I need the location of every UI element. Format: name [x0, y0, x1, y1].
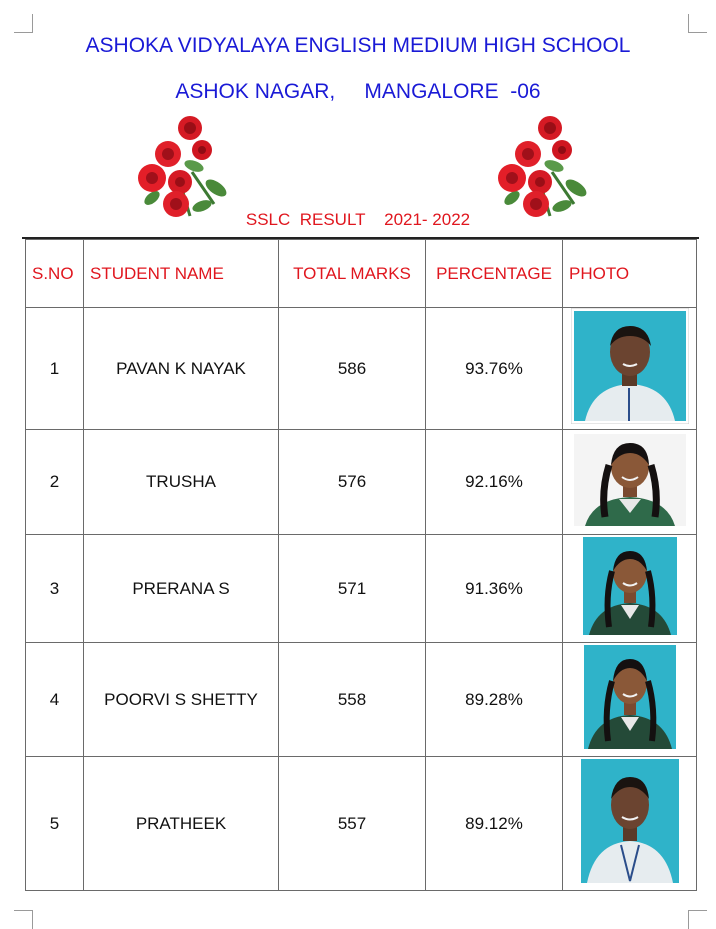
photo-cell: [563, 308, 697, 430]
sno-cell: 4: [26, 643, 84, 757]
student-name-cell: PAVAN K NAYAK: [84, 308, 279, 430]
percentage-cell: 93.76%: [426, 308, 563, 430]
sno-cell: 2: [26, 430, 84, 535]
percentage-cell: 91.36%: [426, 535, 563, 643]
total-marks-cell: 557: [279, 757, 426, 891]
results-table: [25, 239, 697, 891]
result-title: SSLC RESULT 2021- 2022: [245, 210, 471, 229]
student-name-cell: POORVI S SHETTY: [84, 643, 279, 757]
column-header-total-marks: TOTAL MARKS: [279, 240, 426, 308]
table-row: [26, 535, 697, 643]
page-corner-mark: [14, 14, 33, 33]
sno-cell: 1: [26, 308, 84, 430]
column-header-percentage: PERCENTAGE: [426, 240, 563, 308]
student-photo: [581, 535, 679, 637]
student-name-cell: PRERANA S: [84, 535, 279, 643]
student-photo: [571, 308, 689, 424]
total-marks-cell: 558: [279, 643, 426, 757]
percentage-cell: 92.16%: [426, 430, 563, 535]
percentage-cell: 89.28%: [426, 643, 563, 757]
page-corner-mark: [14, 910, 33, 929]
table-row: [26, 308, 697, 430]
photo-cell: [563, 535, 697, 643]
column-header-photo: PHOTO: [563, 240, 697, 308]
photo-cell: [563, 757, 697, 891]
student-photo: [579, 757, 681, 885]
table-header-row: [26, 240, 697, 308]
photo-cell: [563, 643, 697, 757]
table-row: [26, 643, 697, 757]
student-photo: [571, 431, 689, 529]
column-header-sno: S.NO: [26, 240, 84, 308]
percentage-cell: 89.12%: [426, 757, 563, 891]
total-marks-cell: 586: [279, 308, 426, 430]
page-corner-mark: [688, 910, 707, 929]
table-row: [26, 757, 697, 891]
sno-cell: 3: [26, 535, 84, 643]
photo-cell: [563, 430, 697, 535]
student-photo: [582, 643, 678, 751]
student-name-cell: PRATHEEK: [84, 757, 279, 891]
page-corner-mark: [688, 14, 707, 33]
rose-bouquet-icon: [492, 112, 596, 226]
sno-cell: 5: [26, 757, 84, 891]
total-marks-cell: 571: [279, 535, 426, 643]
rose-bouquet-icon: [132, 112, 236, 226]
table-row: [26, 430, 697, 535]
school-name: ASHOKA VIDYALAYA ENGLISH MEDIUM HIGH SCHOOL: [85, 34, 631, 57]
student-name-cell: TRUSHA: [84, 430, 279, 535]
school-address: ASHOK NAGAR, MANGALORE -06: [175, 80, 541, 103]
total-marks-cell: 576: [279, 430, 426, 535]
column-header-student-name: STUDENT NAME: [84, 240, 279, 308]
